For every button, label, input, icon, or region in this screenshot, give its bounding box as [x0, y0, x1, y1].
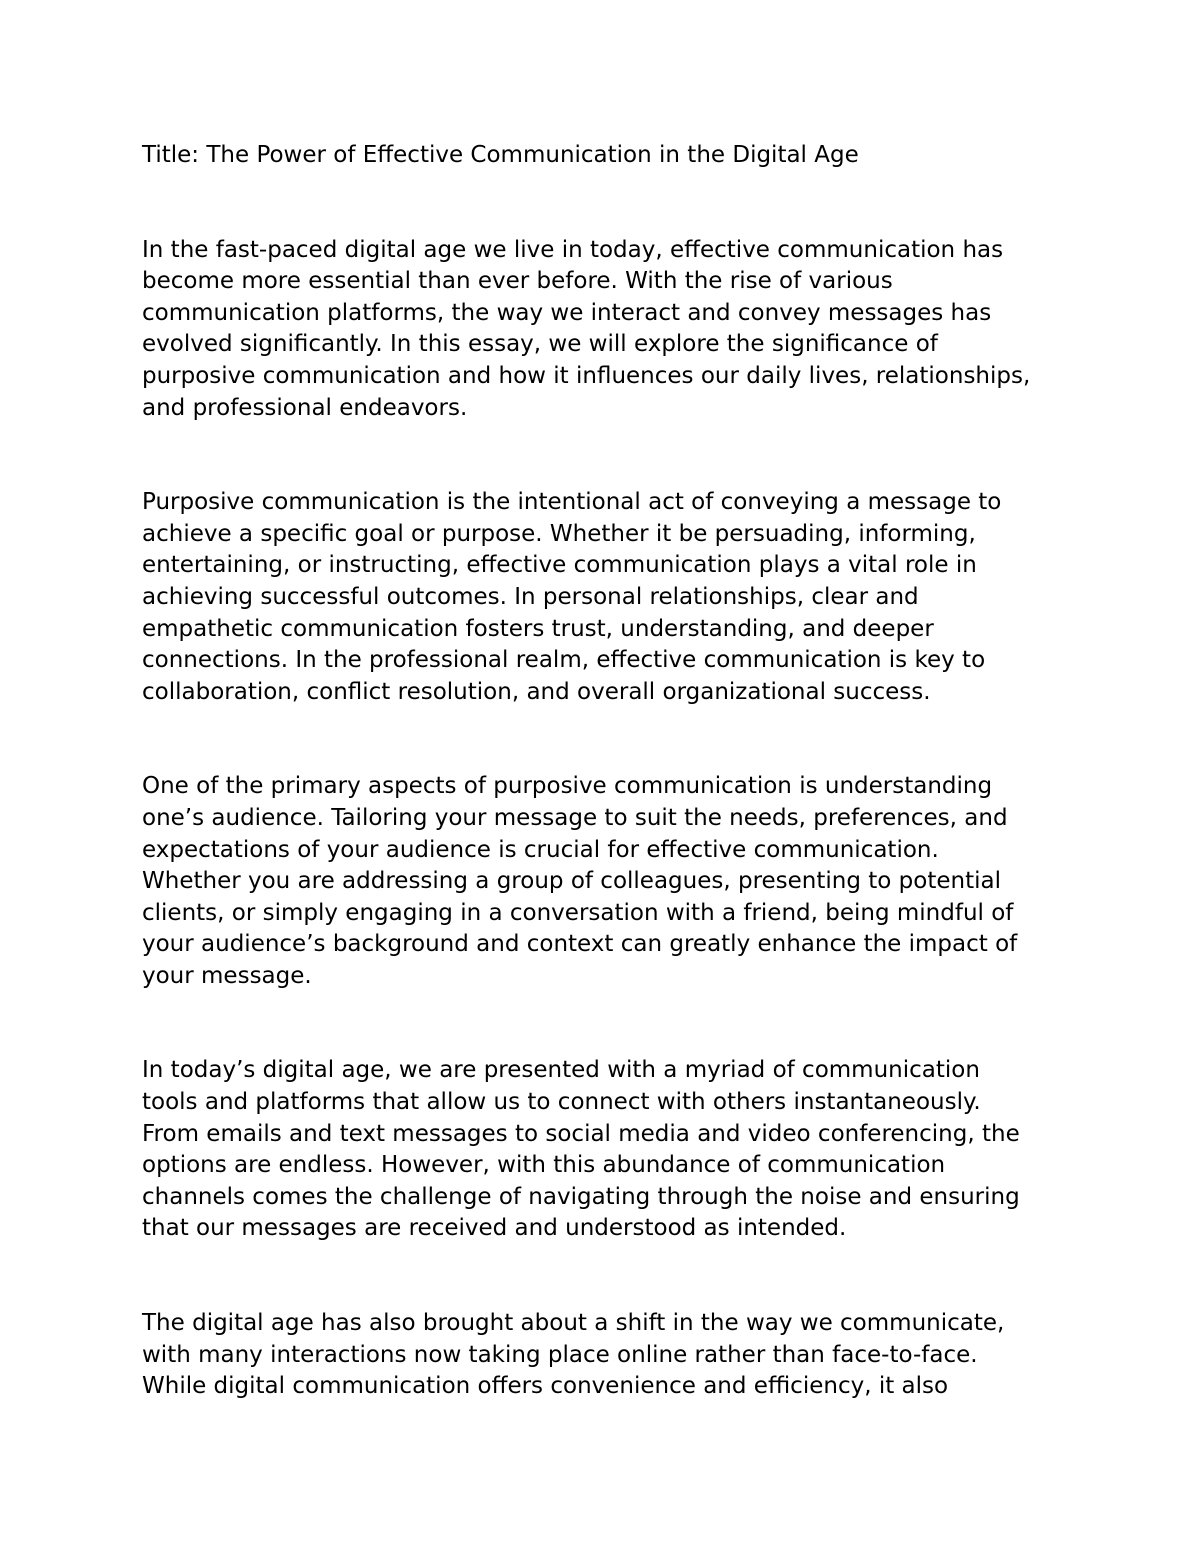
paragraph-line: While digital communication offers convenience and efficiency, it also [142, 1373, 949, 1400]
document-title: Title: The Power of Effective Communication in the Digital Age [142, 142, 859, 168]
paragraph-line: entertaining, or instructing, effective communication plays a vital role in [142, 552, 977, 579]
paragraph-line: Purposive communication is the intentional act of conveying a message to [142, 489, 1002, 516]
paragraph-line: your audience’s background and context can greatly enhance the impact of [142, 931, 1018, 958]
paragraph-line: clients, or simply engaging in a conversation with a friend, being mindful of [142, 899, 1014, 926]
paragraph-line: with many interactions now taking place online rather than face-to-face. [142, 1341, 978, 1368]
paragraph-line: one’s audience. Tailoring your message to suit the needs, preferences, and [142, 804, 1008, 831]
paragraph-line: channels comes the challenge of navigating through the noise and ensuring [142, 1183, 1020, 1210]
paragraph-line: The digital age has also brought about a shift in the way we communicate, [142, 1310, 1005, 1337]
paragraph-line: achieving successful outcomes. In personal relationships, clear and [142, 583, 919, 610]
paragraph-line: communication platforms, the way we interact and convey messages has [142, 299, 992, 326]
paragraph-line: empathetic communication fosters trust, understanding, and deeper [142, 615, 934, 642]
paragraph-line: tools and platforms that allow us to connect with others instantaneously. [142, 1089, 981, 1116]
paragraph-line: achieve a specific goal or purpose. Whether it be persuading, informing, [142, 520, 976, 547]
paragraph-line: become more essential than ever before. With the rise of various [142, 268, 893, 295]
paragraph-line: Whether you are addressing a group of colleagues, presenting to potential [142, 868, 1001, 895]
paragraph-line: From emails and text messages to social media and video conferencing, the [142, 1120, 1020, 1147]
paragraph-1 [142, 235, 1062, 425]
paragraph-line: purposive communication and how it influences our daily lives, relationships, [142, 362, 1031, 389]
paragraph-line: In the fast-paced digital age we live in today, effective communication has [142, 236, 1004, 263]
paragraph-line: evolved significantly. In this essay, we will explore the significance of [142, 331, 938, 358]
paragraph-5 [142, 1308, 1062, 1403]
paragraph-line: In today’s digital age, we are presented with a myriad of communication [142, 1057, 980, 1084]
paragraph-line: collaboration, conflict resolution, and overall organizational success. [142, 678, 931, 705]
paragraph-line: that our messages are received and understood as intended. [142, 1215, 847, 1242]
paragraph-line: and professional endeavors. [142, 394, 468, 421]
paragraph-line: One of the primary aspects of purposive communication is understanding [142, 773, 993, 800]
paragraph-4 [142, 1055, 1062, 1245]
paragraph-line: options are endless. However, with this abundance of communication [142, 1152, 946, 1179]
paragraph-2 [142, 487, 1062, 708]
paragraph-line: connections. In the professional realm, effective communication is key to [142, 647, 986, 674]
paragraph-3 [142, 771, 1062, 992]
document-body [142, 140, 1062, 1403]
paragraph-line: expectations of your audience is crucial for effective communication. [142, 836, 939, 863]
paragraph-line: your message. [142, 962, 312, 989]
